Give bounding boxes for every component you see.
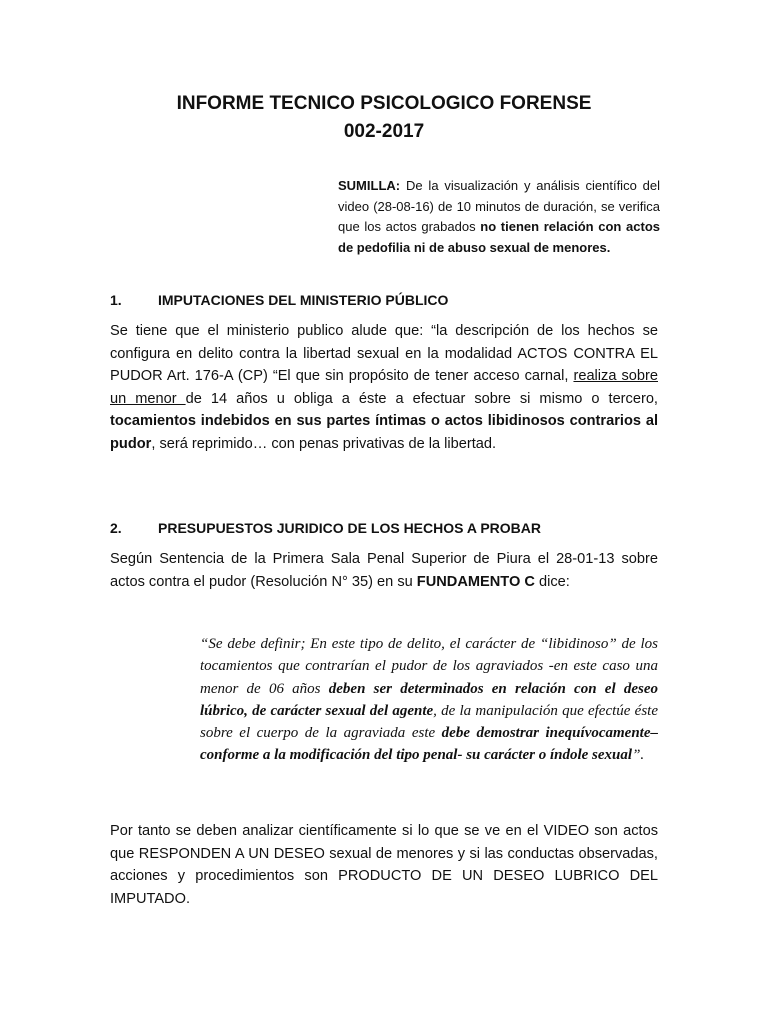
section-2-number: 2. [110, 520, 122, 536]
sumilla-block [338, 176, 660, 258]
section-1-bold-text: tocamientos indebidos en sus partes íntimas o actos libidinosos contrarios al pudor [110, 413, 658, 452]
section-1-title: IMPUTACIONES DEL MINISTERIO PÚBLICO [158, 292, 449, 308]
section-2-intro-paragraph [110, 548, 658, 593]
section-1-text-c: , será reprimido… con penas privativas de la libertad. [151, 435, 497, 452]
section-1-heading [110, 292, 448, 308]
title-line-1: INFORME TECNICO PSICOLOGICO FORENSE [176, 93, 592, 114]
section-2-intro-text: Según Sentencia de la Primera Sala Penal Superior de Piura el 28-01-13 sobre actos contra el pudor (Resolución N° 35) en su [110, 551, 658, 590]
section-1-paragraph [110, 320, 658, 456]
title-line-2: 002-2017 [343, 121, 425, 142]
quote-text-a: “Se debe definir; En este tipo de delito, el carácter de “libidinoso” de los tocamientos que contrarían el pudor de los agraviados -en este caso una menor de 06 años [200, 636, 658, 697]
section-1-underlined-text: realiza sobre un menor [110, 368, 658, 407]
sumilla-text: De la visualización y análisis científico del video (28-08-16) de 10 minutos de duración, se verifica que los actos grabados [338, 178, 660, 234]
sumilla-bold-text: no tienen relación con actos de pedofilia ni de abuso sexual de menores. [338, 219, 660, 255]
quote-text-c: ”. [632, 747, 645, 764]
document-title [0, 90, 768, 146]
conclusion-paragraph: Por tanto se deben analizar científicamente si lo que se ve en el VIDEO son actos que RESPONDEN A UN DESEO sexual de menores y si las conductas observadas, acciones y procedimientos son PRODUCTO DE UN DESEO LUBRICO DEL IMPUTADO. [110, 823, 658, 907]
section-1-text-b: de 14 años u obliga a éste a efectuar sobre si mismo o tercero, [185, 390, 658, 407]
fundamento-label: FUNDAMENTO C [416, 573, 535, 590]
section-2-title: PRESUPUESTOS JURIDICO DE LOS HECHOS A PROBAR [158, 520, 541, 536]
section-2-intro-end: dice: [534, 573, 570, 590]
quote-text-b: , de la manipulación que efectúe éste sobre el cuerpo de la agraviada este [200, 702, 658, 742]
section-2-heading [110, 520, 541, 536]
quote-bold-a: deben ser determinados en relación con el deseo lúbrico, de carácter sexual del agente [200, 680, 658, 719]
sentence-quote [200, 633, 658, 767]
quote-bold-b: debe demostrar inequívocamente– conforme a la modificación del tipo penal- su carácter o índole sexual [200, 725, 659, 764]
sumilla-label: SUMILLA: [338, 178, 401, 193]
section-1-number: 1. [110, 292, 122, 308]
section-1-text-a: Se tiene que el ministerio publico alude que: “la descripción de los hechos se configura en delito contra la libertad sexual en la modalidad ACTOS CONTRA EL PUDOR Art. 176-A (CP) “El que sin propósito de tener acceso carnal, [110, 323, 658, 385]
